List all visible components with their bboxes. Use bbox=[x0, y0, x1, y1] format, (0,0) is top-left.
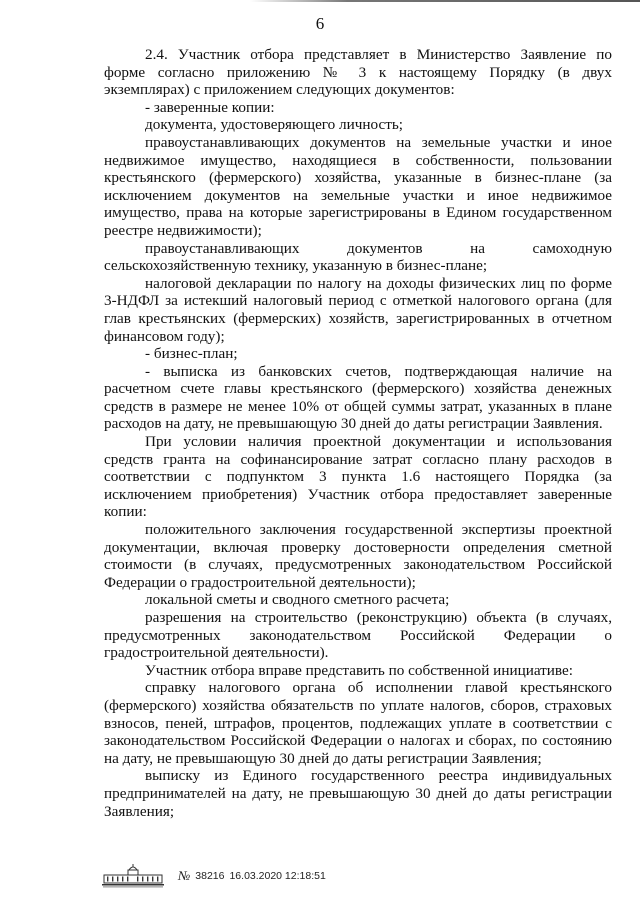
paragraph: выписку из Единого государственного реестра индивидуальных предпринимателей на дату, не превышающую 30 дней до даты регистрации Заявления; bbox=[104, 767, 612, 820]
paragraph: Участник отбора вправе представить по собственной инициативе: bbox=[145, 661, 573, 679]
paragraph: положительного заключения государственной экспертизы проектной документации, включая проверку достоверности определения сметной стоимости (в случаях, предусмотренных законодательством Российской Федерации о градостроительной деятельности); bbox=[104, 521, 612, 591]
paragraph: 2.4. Участник отбора представляет в Министерство Заявление по форме согласно приложению № 3 к настоящему Порядку (в двух экземплярах) с приложением следующих документов: bbox=[104, 46, 612, 99]
paragraph: - выписка из банковских счетов, подтверждающая наличие на расчетном счете главы крестьянского (фермерского) хозяйства денежных средств в размере не менее 10% от общей суммы затрат, указанных в плане расходов на дату, не превышающую 30 дней до даты регистрации Заявления. bbox=[104, 362, 612, 433]
paragraph: правоустанавливающих документов на земельные участки и иное недвижимое имущество, находящиеся в собственности, пользовании крестьянского (фермерского) хозяйства, указанные в бизнес-плане (за исключением документов на земельные участки и иное недвижимое имущество, права на которые зарегистрированы в Едином государственном реестре недвижимости); bbox=[104, 133, 612, 239]
document-number: 38216 bbox=[195, 870, 225, 882]
document-footer bbox=[100, 862, 326, 888]
scan-edge-line bbox=[250, 0, 640, 2]
paragraph: - бизнес-план; bbox=[145, 345, 238, 363]
paragraph: При условии наличия проектной документации и использования средств гранта на софинансирование затрат согласно плану расходов в соответствии с подпунктом 3 пункта 1.6 настоящего Порядка (за исключением приобретения) Участник отбора предоставляет заверенные копии: bbox=[104, 433, 612, 521]
paragraph: правоустанавливающих документов на самоходную сельскохозяйственную технику, указанную в бизнес-плане; bbox=[104, 239, 612, 275]
paragraph: налоговой декларации по налогу на доходы физических лиц по форме 3-НДФЛ за истекший налоговый период с отметкой налогового органа (для глав крестьянских (фермерских) хозяйств, зарегистрированных в отчетном финансовом году); bbox=[104, 274, 612, 345]
paragraph: документа, удостоверяющего личность; bbox=[145, 116, 404, 134]
document-body bbox=[104, 46, 612, 820]
government-building-logo-icon bbox=[100, 864, 166, 888]
page-number: 6 bbox=[315, 14, 325, 33]
registration-stamp bbox=[178, 868, 326, 888]
paragraph: разрешения на строительство (реконструкцию) объекта (в случаях, предусмотренных законодательством Российской Федерации о градостроительной деятельности). bbox=[104, 609, 612, 662]
paragraph: - заверенные копии: bbox=[145, 98, 275, 116]
paragraph: локальной сметы и сводного сметного расчета; bbox=[145, 591, 450, 609]
number-sign-icon: № bbox=[178, 868, 191, 883]
paragraph: справку налогового органа об исполнении главой крестьянского (фермерского) хозяйства обязательств по уплате налогов, сборов, страховых взносов, пеней, штрафов, процентов, подлежащих уплате в соответствии с законодательством Российской Федерации о налогах и сборах, по состоянию на дату, не превышающую 30 дней до даты регистрации Заявления; bbox=[104, 679, 612, 767]
registration-timestamp: 16.03.2020 12:18:51 bbox=[229, 870, 326, 882]
